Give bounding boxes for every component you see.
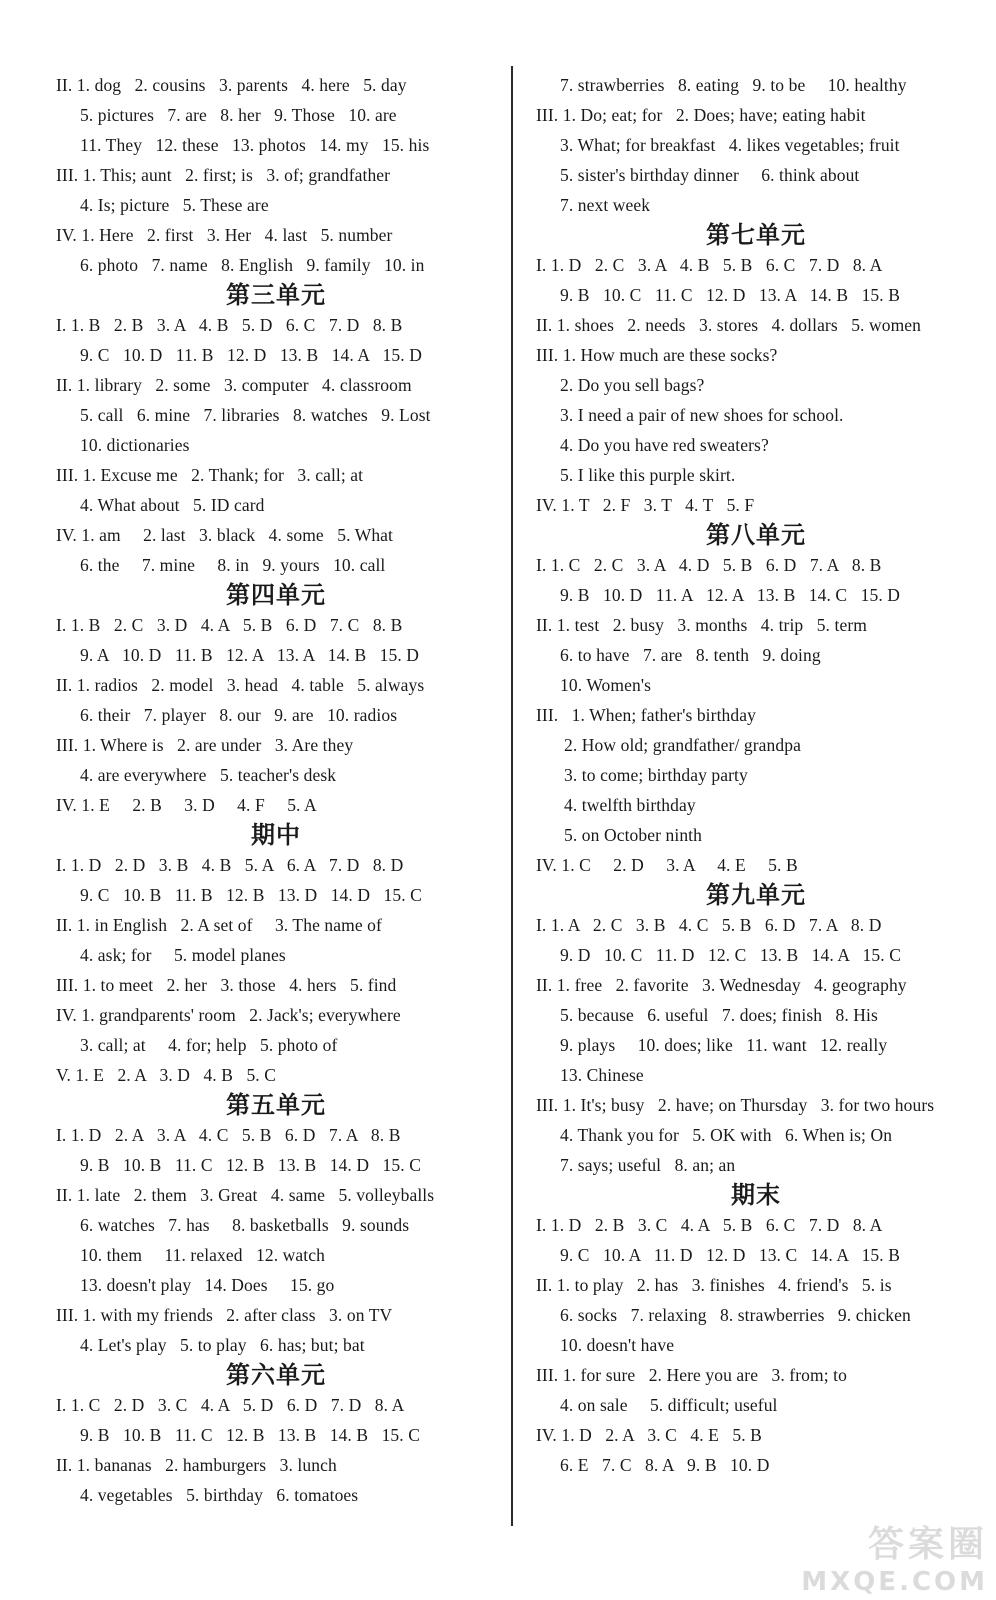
answer-line: 5. because 6. useful 7. does; finish 8. His: [560, 1005, 878, 1025]
answer-line: IV. 1. am 2. last 3. black 4. some 5. What: [56, 525, 394, 545]
section-heading: 第六单元: [226, 1361, 326, 1389]
answer-line: III. 1. Where is 2. are under 3. Are they: [56, 735, 354, 755]
column-divider: [511, 66, 513, 1526]
answer-line: II. 1. dog 2. cousins 3. parents 4. here 5. day: [56, 75, 407, 95]
answer-line: 4. are everywhere 5. teacher's desk: [80, 765, 337, 785]
answer-line: 4. Let's play 5. to play 6. has; but; bat: [80, 1335, 365, 1355]
answer-line: 6. photo 7. name 8. English 9. family 10. in: [80, 255, 425, 275]
answer-line: 4. Do you have red sweaters?: [560, 435, 769, 455]
answer-line: 5. I like this purple skirt.: [560, 465, 736, 485]
answer-line: V. 1. E 2. A 3. D 4. B 5. C: [56, 1065, 277, 1085]
answer-line: 6. their 7. player 8. our 9. are 10. radios: [80, 705, 398, 725]
answer-line: IV. 1. Here 2. first 3. Her 4. last 5. number: [56, 225, 393, 245]
answer-line: III. 1. with my friends 2. after class 3. on TV: [56, 1305, 393, 1325]
section-heading: 期中: [251, 821, 301, 849]
section-heading: 第四单元: [226, 581, 326, 609]
answer-line: 4. twelfth birthday: [564, 795, 696, 815]
answer-line: II. 1. bananas 2. hamburgers 3. lunch: [56, 1455, 337, 1475]
answer-line: 6. the 7. mine 8. in 9. yours 10. call: [80, 555, 386, 575]
answer-line: II. 1. in English 2. A set of 3. The name of: [56, 915, 382, 935]
answer-line: I. 1. C 2. C 3. A 4. D 5. B 6. D 7. A 8. B: [536, 555, 882, 575]
answer-line: 4. on sale 5. difficult; useful: [560, 1395, 778, 1415]
answer-line: II. 1. test 2. busy 3. months 4. trip 5. term: [536, 615, 867, 635]
answer-line: 10. doesn't have: [560, 1335, 675, 1355]
answer-line: IV. 1. C 2. D 3. A 4. E 5. B: [536, 855, 798, 875]
answer-line: 9. B 10. B 11. C 12. B 13. B 14. D 15. C: [80, 1155, 421, 1175]
watermark-top-text: 答案圈: [867, 1524, 988, 1565]
answer-line: IV. 1. T 2. F 3. T 4. T 5. F: [536, 495, 755, 515]
answer-line: 7. strawberries 8. eating 9. to be 10. healthy: [560, 75, 907, 95]
answer-line: 9. A 10. D 11. B 12. A 13. A 14. B 15. D: [80, 645, 420, 665]
answer-line: I. 1. B 2. B 3. A 4. B 5. D 6. C 7. D 8. B: [56, 315, 403, 335]
answer-line: I. 1. D 2. D 3. B 4. B 5. A 6. A 7. D 8. D: [56, 855, 404, 875]
answer-line: 9. C 10. A 11. D 12. D 13. C 14. A 15. B: [560, 1245, 901, 1265]
answer-line: I. 1. B 2. C 3. D 4. A 5. B 6. D 7. C 8. B: [56, 615, 403, 635]
answer-line: 4. What about 5. ID card: [80, 495, 265, 515]
answer-line: 10. them 11. relaxed 12. watch: [80, 1245, 325, 1265]
answer-line: I. 1. C 2. D 3. C 4. A 5. D 6. D 7. D 8. A: [56, 1395, 405, 1415]
answer-line: 6. watches 7. has 8. basketballs 9. sounds: [80, 1215, 410, 1235]
answer-line: 9. plays 10. does; like 11. want 12. really: [560, 1035, 888, 1055]
answer-line: III. 1. It's; busy 2. have; on Thursday 3. for two hours: [536, 1095, 935, 1115]
answer-line: 3. What; for breakfast 4. likes vegetables; fruit: [560, 135, 900, 155]
answer-line: 7. next week: [560, 195, 651, 215]
answer-line: I. 1. D 2. C 3. A 4. B 5. B 6. C 7. D 8. A: [536, 255, 883, 275]
answer-line: 5. on October ninth: [564, 825, 702, 845]
answer-line: III. 1. This; aunt 2. first; is 3. of; grandfather: [56, 165, 391, 185]
answer-line: III. 1. How much are these socks?: [536, 345, 778, 365]
answer-line: 4. Thank you for 5. OK with 6. When is; On: [560, 1125, 893, 1145]
answer-line: III. 1. Do; eat; for 2. Does; have; eating habit: [536, 105, 866, 125]
answer-line: 13. doesn't play 14. Does 15. go: [80, 1275, 335, 1295]
answer-line: 2. How old; grandfather/ grandpa: [564, 735, 801, 755]
answer-line: 3. to come; birthday party: [564, 765, 748, 785]
answer-line: 10. Women's: [560, 675, 651, 695]
answer-line: 13. Chinese: [560, 1065, 644, 1085]
answer-line: IV. 1. D 2. A 3. C 4. E 5. B: [536, 1425, 762, 1445]
answer-line: 11. They 12. these 13. photos 14. my 15. his: [80, 135, 430, 155]
section-heading: 第七单元: [706, 221, 806, 249]
watermark-logo: [798, 1516, 988, 1596]
answer-line: II. 1. free 2. favorite 3. Wednesday 4. geography: [536, 975, 907, 995]
answer-line: 9. D 10. C 11. D 12. C 13. B 14. A 15. C: [560, 945, 901, 965]
answer-line: IV. 1. grandparents' room 2. Jack's; everywhere: [56, 1005, 401, 1025]
answer-line: II. 1. late 2. them 3. Great 4. same 5. volleyballs: [56, 1185, 435, 1205]
answer-line: 9. C 10. B 11. B 12. B 13. D 14. D 15. C: [80, 885, 422, 905]
left-column: [56, 70, 496, 1510]
answer-line: 3. call; at 4. for; help 5. photo of: [80, 1035, 338, 1055]
right-column: [536, 70, 976, 1480]
answer-line: 9. B 10. C 11. C 12. D 13. A 14. B 15. B: [560, 285, 901, 305]
section-heading: 第五单元: [226, 1091, 326, 1119]
answer-line: 5. sister's birthday dinner 6. think about: [560, 165, 860, 185]
watermark-url-text: MXQE.COM: [801, 1567, 988, 1597]
answer-line: 3. I need a pair of new shoes for school.: [560, 405, 844, 425]
answer-line: III. 1. to meet 2. her 3. those 4. hers 5. find: [56, 975, 397, 995]
answer-line: II. 1. library 2. some 3. computer 4. classroom: [56, 375, 412, 395]
answer-line: 10. dictionaries: [80, 435, 190, 455]
answer-line: 4. ask; for 5. model planes: [80, 945, 286, 965]
answer-line: 2. Do you sell bags?: [560, 375, 705, 395]
answer-line: 9. B 10. B 11. C 12. B 13. B 14. B 15. C: [80, 1425, 421, 1445]
answer-line: 9. B 10. D 11. A 12. A 13. B 14. C 15. D: [560, 585, 901, 605]
answer-line: III. 1. Excuse me 2. Thank; for 3. call; at: [56, 465, 364, 485]
answer-line: II. 1. to play 2. has 3. finishes 4. friend's 5. is: [536, 1275, 892, 1295]
section-heading: 第九单元: [706, 881, 806, 909]
section-heading: 期末: [731, 1181, 781, 1209]
answer-line: 4. Is; picture 5. These are: [80, 195, 269, 215]
answer-line: IV. 1. E 2. B 3. D 4. F 5. A: [56, 795, 317, 815]
answer-line: I. 1. D 2. B 3. C 4. A 5. B 6. C 7. D 8. A: [536, 1215, 883, 1235]
answer-line: I. 1. A 2. C 3. B 4. C 5. B 6. D 7. A 8. D: [536, 915, 882, 935]
answer-line: 6. E 7. C 8. A 9. B 10. D: [560, 1455, 770, 1475]
answer-line: 5. call 6. mine 7. libraries 8. watches 9. Lost: [80, 405, 431, 425]
answer-line: 7. says; useful 8. an; an: [560, 1155, 736, 1175]
answer-line: III. 1. When; father's birthday: [536, 705, 756, 725]
section-heading: 第三单元: [226, 281, 326, 309]
answer-line: 6. socks 7. relaxing 8. strawberries 9. chicken: [560, 1305, 911, 1325]
answer-line: I. 1. D 2. A 3. A 4. C 5. B 6. D 7. A 8. B: [56, 1125, 401, 1145]
answer-line: III. 1. for sure 2. Here you are 3. from; to: [536, 1365, 847, 1385]
answer-line: II. 1. shoes 2. needs 3. stores 4. dollars 5. women: [536, 315, 922, 335]
answer-line: 5. pictures 7. are 8. her 9. Those 10. are: [80, 105, 397, 125]
answer-line: 6. to have 7. are 8. tenth 9. doing: [560, 645, 821, 665]
section-heading: 第八单元: [706, 521, 806, 549]
answer-line: 9. C 10. D 11. B 12. D 13. B 14. A 15. D: [80, 345, 422, 365]
answer-line: 4. vegetables 5. birthday 6. tomatoes: [80, 1485, 359, 1505]
answer-line: II. 1. radios 2. model 3. head 4. table 5. always: [56, 675, 425, 695]
